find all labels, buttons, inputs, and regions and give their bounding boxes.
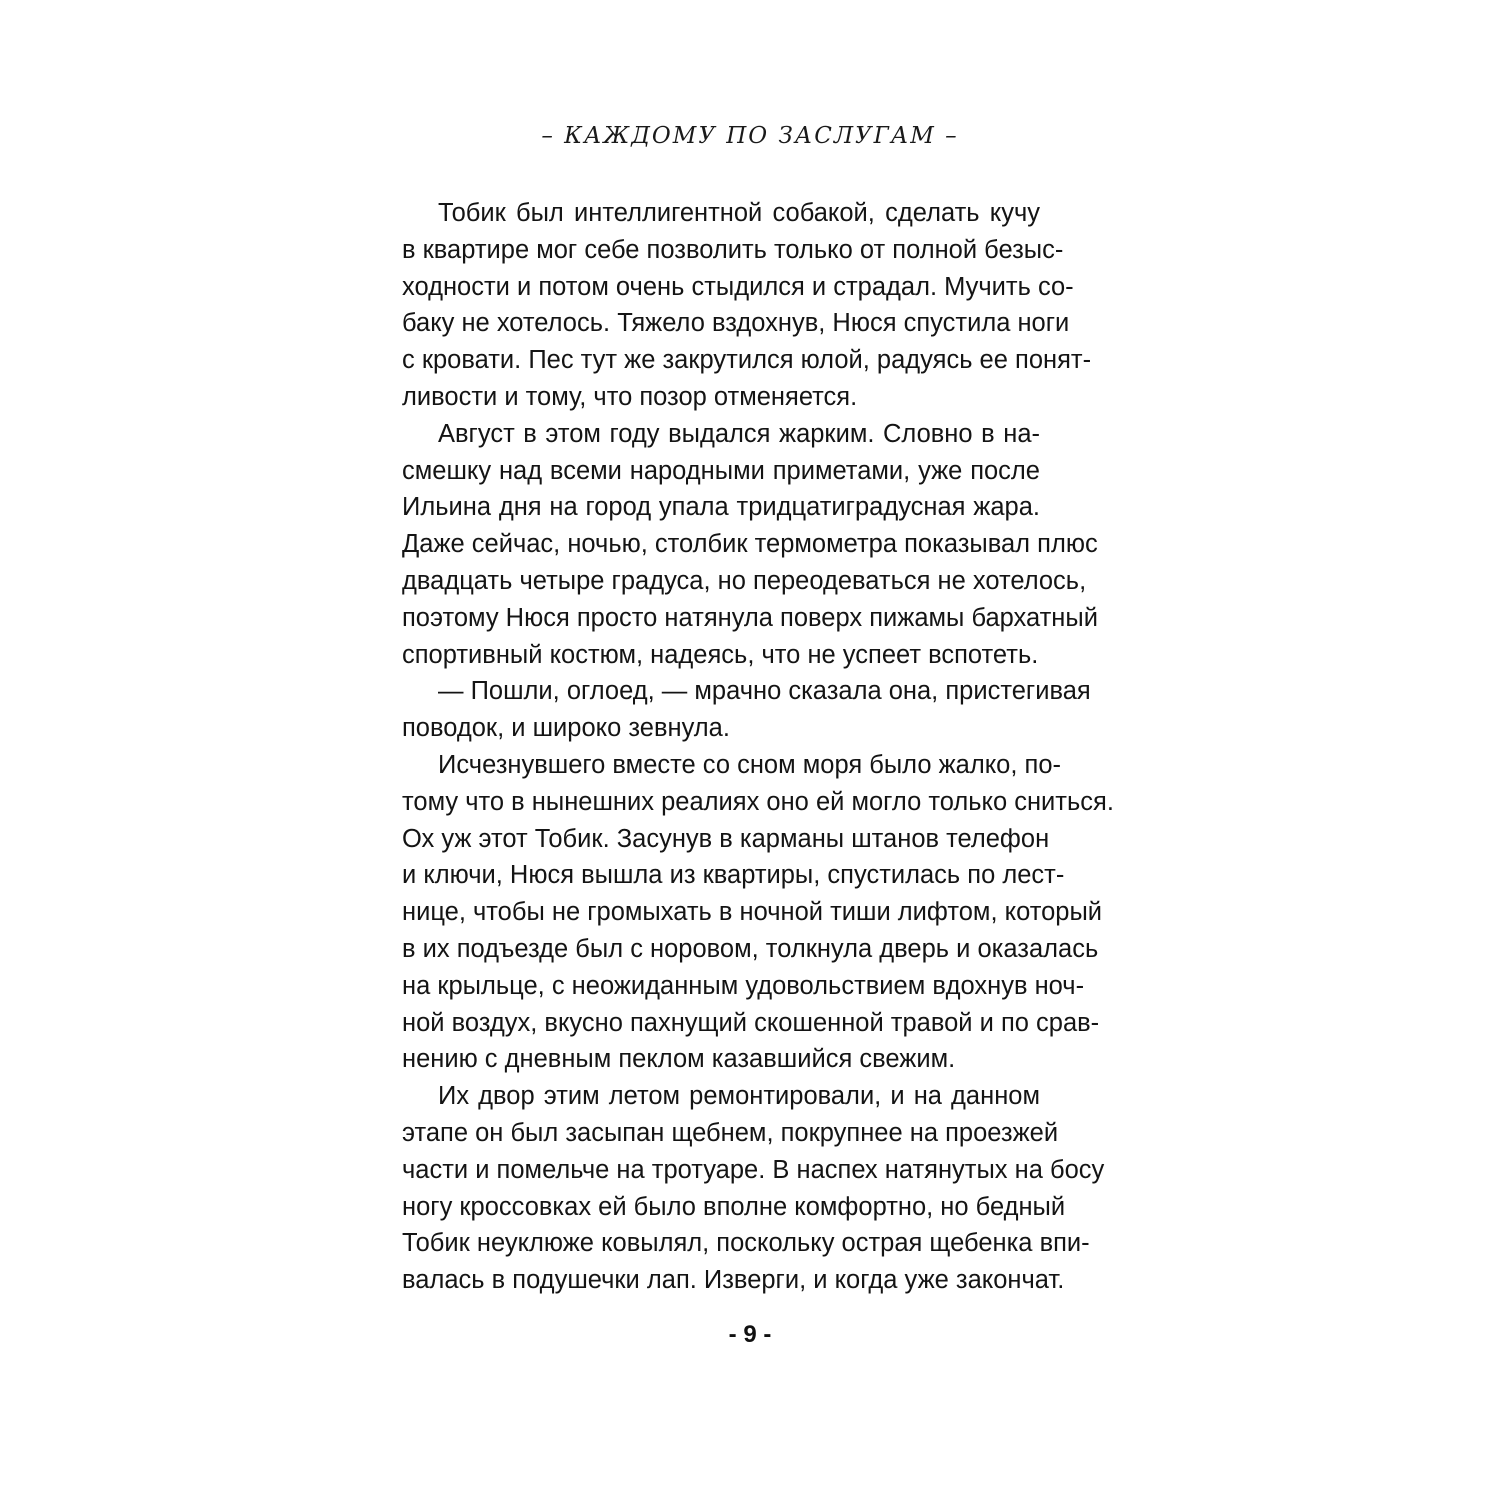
body-text [402, 195, 1114, 1299]
text-line: на крыльце, с неожиданным удовольствием вдохнув ноч- [402, 971, 1085, 1000]
text-line: Исчезнувшего вместе со сном моря было жалко, по- [438, 750, 1061, 779]
text-line: двадцать четыре градуса, но переодеваться не хотелось, [402, 566, 1087, 595]
text-line: валась в подушечки лап. Изверги, и когда уже закончат. [402, 1266, 1065, 1295]
paragraph [402, 416, 1098, 674]
text-line: Тобик был интеллигентной собакой, сделать кучу [438, 199, 1040, 227]
text-line: поэтому Нюся просто натянула поверх пижамы бархатный [402, 603, 1098, 632]
paragraph [402, 673, 1091, 747]
text-line: Даже сейчас, ночью, столбик термометра показывал плюс [402, 530, 1098, 559]
text-line: баку не хотелось. Тяжело вздохнув, Нюся спустила ноги [402, 309, 1070, 338]
paragraph [402, 747, 1114, 1078]
text-line: и ключи, Нюся вышла из квартиры, спустилась по лест- [402, 861, 1065, 890]
text-line: ходности и потом очень стыдился и страдал. Мучить со- [402, 272, 1074, 301]
text-line: тому что в нынешних реалиях оно ей могло только сниться. [402, 787, 1114, 816]
text-line: этапе он был засыпан щебнем, покрупнее на проезжей [402, 1118, 1059, 1147]
paragraph [402, 1078, 1105, 1299]
paragraph [402, 195, 1092, 416]
text-line: Ильина дня на город упала тридцатиградусная жара. [402, 493, 1040, 522]
text-line: спортивный костюм, надеясь, что не успеет вспотеть. [402, 640, 1039, 669]
text-line: в их подъезде был с норовом, толкнула дверь и оказалась [402, 934, 1099, 963]
text-line: — Пошли, оглоед, — мрачно сказала она, пристегивая [438, 677, 1091, 706]
text-line: Тобик неуклюже ковылял, поскольку острая щебенка впи- [402, 1229, 1090, 1258]
text-line: части и помельче на тротуаре. В наспех натянутых на босу [402, 1155, 1105, 1184]
text-line: поводок, и широко зевнула. [402, 714, 730, 743]
text-line: смешку над всеми народными приметами, уже после [402, 456, 1040, 485]
text-line: нице, чтобы не громыхать в ночной тиши лифтом, который [402, 898, 1103, 927]
text-line: ногу кроссовках ей было вполне комфортно, но бедный [402, 1192, 1066, 1221]
running-head: – КАЖДОМУ ПО ЗАСЛУГАМ – [541, 123, 959, 149]
text-line: Август в этом году выдался жарким. Словно в на- [438, 419, 1040, 448]
text-line: нению с дневным пеклом казавшийся свежим. [402, 1045, 956, 1074]
page-number: - 9 - [728, 1321, 772, 1348]
text-line: Ох уж этот Тобик. Засунув в карманы штанов телефон [402, 824, 1050, 853]
text-line: ливости и тому, что позор отменяется. [402, 382, 858, 411]
text-line: Их двор этим летом ремонтировали, и на данном [438, 1082, 1040, 1111]
text-line: в квартире мог себе позволить только от полной безыс- [402, 235, 1064, 264]
text-line: с кровати. Пес тут же закрутился юлой, радуясь ее понят- [402, 346, 1092, 375]
text-line: ной воздух, вкусно пахнущий скошенной травой и по срав- [402, 1008, 1100, 1037]
